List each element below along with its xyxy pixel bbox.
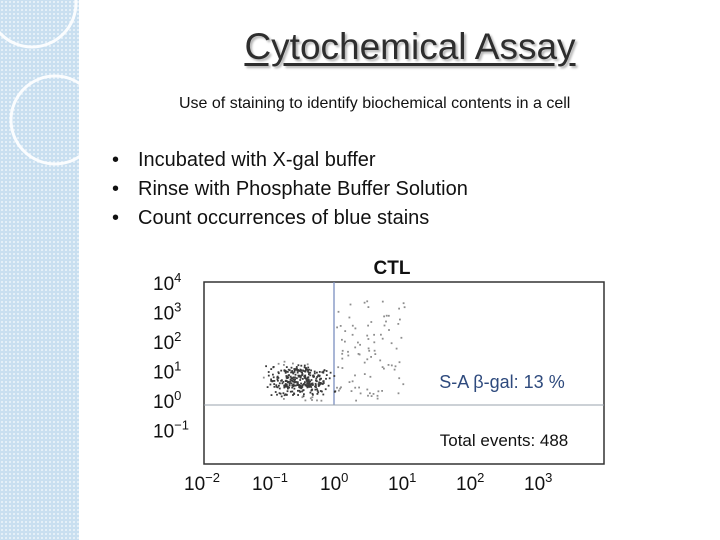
event-dot [404, 306, 406, 308]
event-dot [333, 375, 335, 377]
event-dot [325, 378, 327, 380]
event-dot [371, 395, 373, 397]
event-dot [359, 344, 361, 346]
event-dot [279, 388, 281, 390]
event-dot [386, 315, 388, 317]
event-dot [403, 302, 405, 304]
event-dot [352, 380, 354, 382]
event-dot [284, 361, 286, 363]
event-dot [287, 390, 289, 392]
event-dot [302, 396, 304, 398]
event-dot [297, 383, 299, 385]
event-dot [401, 337, 403, 339]
event-dot [300, 365, 302, 367]
event-dot [309, 385, 311, 387]
percent-annotation: S-A β-gal: 13 % [439, 372, 565, 392]
event-dot [302, 373, 304, 375]
event-dot [318, 382, 320, 384]
event-dot [336, 327, 338, 329]
event-dot [273, 383, 275, 385]
event-dot [292, 372, 294, 374]
event-dot [399, 319, 401, 321]
event-dot [304, 371, 306, 373]
event-dot [283, 387, 285, 389]
event-dot [278, 371, 280, 373]
event-dot [303, 393, 305, 395]
event-dot [286, 394, 288, 396]
event-dot [329, 377, 331, 379]
event-dot [349, 317, 351, 319]
event-dot [341, 358, 343, 360]
event-dot [305, 400, 307, 402]
event-dot [328, 385, 330, 387]
event-dot [319, 371, 321, 373]
event-dot [396, 348, 398, 350]
event-dot [289, 385, 291, 387]
event-dot [315, 378, 317, 380]
event-dot [326, 370, 328, 372]
event-dot [384, 325, 386, 327]
event-dot [302, 385, 304, 387]
event-dot [291, 379, 293, 381]
event-dot [292, 363, 294, 365]
event-dot [297, 394, 299, 396]
event-dot [322, 394, 324, 396]
event-dot [304, 365, 306, 367]
event-dot [294, 388, 296, 390]
event-dot [366, 335, 368, 337]
event-dot [360, 393, 362, 395]
event-dot [388, 364, 390, 366]
event-dot [366, 358, 368, 360]
event-dot [398, 308, 400, 310]
event-dot [318, 375, 320, 377]
event-dot [273, 366, 275, 368]
event-dot [359, 354, 361, 356]
x-tick-label: $10^0$ [320, 470, 349, 495]
event-dot [355, 400, 357, 402]
event-dot [276, 394, 278, 396]
event-dot [295, 374, 297, 376]
event-dot [312, 393, 314, 395]
event-dot [320, 378, 322, 380]
event-dot [304, 381, 306, 383]
event-dot [395, 365, 397, 367]
bullet-text: Rinse with Phosphate Buffer Solution [138, 178, 468, 200]
event-dot [382, 301, 384, 303]
event-dot [296, 366, 298, 368]
event-dot [370, 321, 372, 323]
event-dot [368, 338, 370, 340]
chart-title: CTL [373, 258, 411, 279]
x-tick-label: $10^1$ [388, 470, 417, 495]
event-dot [297, 370, 299, 372]
event-dot [290, 377, 292, 379]
event-dot [370, 376, 372, 378]
event-dot [398, 377, 400, 379]
event-dot [351, 390, 353, 392]
event-dot [385, 321, 387, 323]
event-dot [287, 371, 289, 373]
bullet-text: Incubated with X-gal buffer [138, 149, 376, 171]
event-dot [358, 387, 360, 389]
event-dot [277, 376, 279, 378]
event-dot [364, 373, 366, 375]
event-dot [373, 393, 375, 395]
event-dot [334, 391, 336, 393]
event-dot [398, 392, 400, 394]
event-dot [300, 375, 302, 377]
event-dot [315, 384, 317, 386]
event-dot [287, 377, 289, 379]
event-dot [294, 369, 296, 371]
event-dot [311, 399, 313, 401]
y-tick-label: $10^3$ [153, 299, 182, 325]
event-dot [325, 388, 327, 390]
event-dot [275, 384, 277, 386]
event-dot [281, 379, 283, 381]
event-dot [282, 381, 284, 383]
event-dot [374, 350, 376, 352]
event-dot [383, 368, 385, 370]
event-dot [286, 366, 288, 368]
event-dot [308, 374, 310, 376]
event-dot [364, 362, 366, 364]
flow-cytometry-plot [140, 250, 620, 500]
event-dot [307, 367, 309, 369]
event-dot [281, 396, 283, 398]
event-dot [267, 386, 269, 388]
event-dot [304, 367, 306, 369]
slide-subtitle: Use of staining to identify biochemical contents in a cell [179, 95, 571, 112]
event-dot [296, 368, 298, 370]
event-dot [367, 395, 369, 397]
event-dot [326, 374, 328, 376]
event-dot [368, 306, 370, 308]
event-dot [284, 370, 286, 372]
event-dot [367, 325, 369, 327]
event-dot [399, 361, 401, 363]
event-dot [316, 388, 318, 390]
event-dot [308, 379, 310, 381]
event-dot [268, 371, 270, 373]
event-dot [350, 304, 352, 306]
event-dot [263, 377, 265, 379]
event-dot [277, 386, 279, 388]
event-dot [388, 315, 390, 317]
event-dot [381, 390, 383, 392]
event-dot [302, 378, 304, 380]
slide-title: Cytochemical Assay [244, 26, 576, 67]
event-dot [283, 364, 285, 366]
event-dot [307, 377, 309, 379]
event-dot [380, 334, 382, 336]
event-dot [265, 365, 267, 367]
event-dot [283, 398, 285, 400]
event-dot [337, 366, 339, 368]
event-dot [344, 330, 346, 332]
event-dot [297, 372, 299, 374]
event-dot [307, 363, 309, 365]
event-dot [355, 328, 357, 330]
event-dot [394, 369, 396, 371]
event-dot [280, 370, 282, 372]
event-dot [300, 386, 302, 388]
event-dot [298, 364, 300, 366]
event-dot [349, 381, 351, 383]
event-dot [368, 350, 370, 352]
event-dot [388, 329, 390, 331]
event-dot [314, 371, 316, 373]
y-tick-label: $10^{-1}$ [153, 417, 189, 443]
event-dot [378, 390, 380, 392]
event-dot [314, 373, 316, 375]
bullet-list [112, 146, 468, 233]
event-dot [321, 391, 323, 393]
event-dot [279, 382, 281, 384]
event-dot [301, 369, 303, 371]
event-dot [391, 365, 393, 367]
event-dot [330, 372, 332, 374]
event-dot [354, 375, 356, 377]
event-dot [321, 400, 323, 402]
event-dot [366, 389, 368, 391]
event-dot [285, 386, 287, 388]
event-dot [270, 379, 272, 381]
event-dot [369, 392, 371, 394]
event-dot [309, 372, 311, 374]
event-dot [304, 376, 306, 378]
event-dot [300, 383, 302, 385]
event-dot [344, 341, 346, 343]
event-dot [289, 381, 291, 383]
event-dot [347, 355, 349, 357]
event-dot [270, 384, 272, 386]
event-dot [293, 385, 295, 387]
event-dot [315, 386, 317, 388]
event-dot [373, 341, 375, 343]
bullet-dot-icon: • [112, 149, 120, 171]
event-dot [268, 375, 270, 377]
event-dot [293, 393, 295, 395]
bullet-item [112, 204, 468, 233]
event-dot [382, 338, 384, 340]
event-dot [313, 376, 315, 378]
event-dot [291, 367, 293, 369]
event-dot [294, 381, 296, 383]
event-dot [402, 383, 404, 385]
event-dot [308, 369, 310, 371]
event-dot [336, 387, 338, 389]
event-dot [354, 387, 356, 389]
event-dot [383, 316, 385, 318]
bullet-dot-icon: • [112, 207, 120, 229]
x-tick-label: $10^{-2}$ [184, 470, 220, 495]
event-dot [340, 325, 342, 327]
event-dot [317, 393, 319, 395]
event-dot [316, 372, 318, 374]
bullet-dot-icon: • [112, 178, 120, 200]
event-dot [322, 381, 324, 383]
event-dot [312, 396, 314, 398]
event-dot [293, 378, 295, 380]
events-annotation: Total events: 488 [439, 431, 569, 450]
event-dot [272, 380, 274, 382]
event-dot [308, 382, 310, 384]
event-dot [299, 391, 301, 393]
y-tick-label: $10^0$ [153, 388, 182, 413]
event-dot [278, 385, 280, 387]
event-dot [301, 372, 303, 374]
event-dot [374, 353, 376, 355]
event-dot [289, 383, 291, 385]
event-dot [295, 381, 297, 383]
event-dot [271, 394, 273, 396]
event-dot [322, 383, 324, 385]
event-dot [316, 380, 318, 382]
y-axis-ticks [153, 270, 189, 443]
y-tick-label: $10^1$ [153, 358, 182, 384]
event-dot [289, 369, 291, 371]
x-tick-label: $10^2$ [456, 470, 485, 495]
event-dot [311, 390, 313, 392]
event-dot [278, 363, 280, 365]
event-dot [310, 370, 312, 372]
event-dot [270, 368, 272, 370]
event-dot [280, 393, 282, 395]
x-tick-label: $10^{-1}$ [252, 470, 288, 495]
event-dot [295, 385, 297, 387]
event-dot [283, 392, 285, 394]
event-dot [288, 387, 290, 389]
event-dot [301, 391, 303, 393]
event-dot [318, 385, 320, 387]
event-dot [377, 395, 379, 397]
event-dot [297, 390, 299, 392]
event-dot [310, 397, 312, 399]
y-tick-label: $10^4$ [153, 270, 182, 295]
x-tick-label: $10^3$ [524, 470, 553, 495]
event-dot [341, 353, 343, 355]
event-dot [275, 391, 277, 393]
event-dot [368, 348, 370, 350]
event-dot [317, 391, 319, 393]
event-dot [294, 371, 296, 373]
event-dot [352, 334, 354, 336]
bullet-text: Count occurrences of blue stains [138, 207, 430, 229]
event-dot [290, 376, 292, 378]
event-dot [352, 325, 354, 327]
event-dot [347, 351, 349, 353]
event-dot [272, 374, 274, 376]
event-dot [274, 386, 276, 388]
bullet-item [112, 146, 468, 175]
event-dot [338, 311, 340, 313]
event-dot [354, 347, 356, 349]
event-dot [273, 376, 275, 378]
event-dot [312, 384, 314, 386]
event-dot [342, 350, 344, 352]
event-dot [341, 339, 343, 341]
event-dot [322, 372, 324, 374]
event-dot [283, 385, 285, 387]
event-dot [377, 398, 379, 400]
event-dot [342, 367, 344, 369]
event-dot [307, 387, 309, 389]
event-dot [391, 342, 393, 344]
bullet-item [112, 175, 468, 204]
event-dot [306, 385, 308, 387]
event-dot [338, 390, 340, 392]
event-dot [315, 389, 317, 391]
event-dot [370, 356, 372, 358]
event-dot [364, 302, 366, 304]
event-dot [316, 400, 318, 402]
event-dot [291, 391, 293, 393]
y-tick-label: $10^2$ [153, 329, 182, 354]
event-dot [296, 377, 298, 379]
x-axis-ticks [184, 470, 552, 495]
event-dot [397, 323, 399, 325]
event-dot [324, 369, 326, 371]
event-dot [357, 342, 359, 344]
event-dot [286, 377, 288, 379]
event-dot [310, 392, 312, 394]
event-dot [294, 379, 296, 381]
event-dot [293, 377, 295, 379]
event-dot [299, 379, 301, 381]
event-dot [373, 334, 375, 336]
event-dot [277, 380, 279, 382]
event-dot [294, 377, 296, 379]
event-dot [379, 360, 381, 362]
event-dot [274, 380, 276, 382]
event-dot [298, 376, 300, 378]
event-dot [366, 300, 368, 302]
event-dot [339, 388, 341, 390]
event-dot [287, 381, 289, 383]
